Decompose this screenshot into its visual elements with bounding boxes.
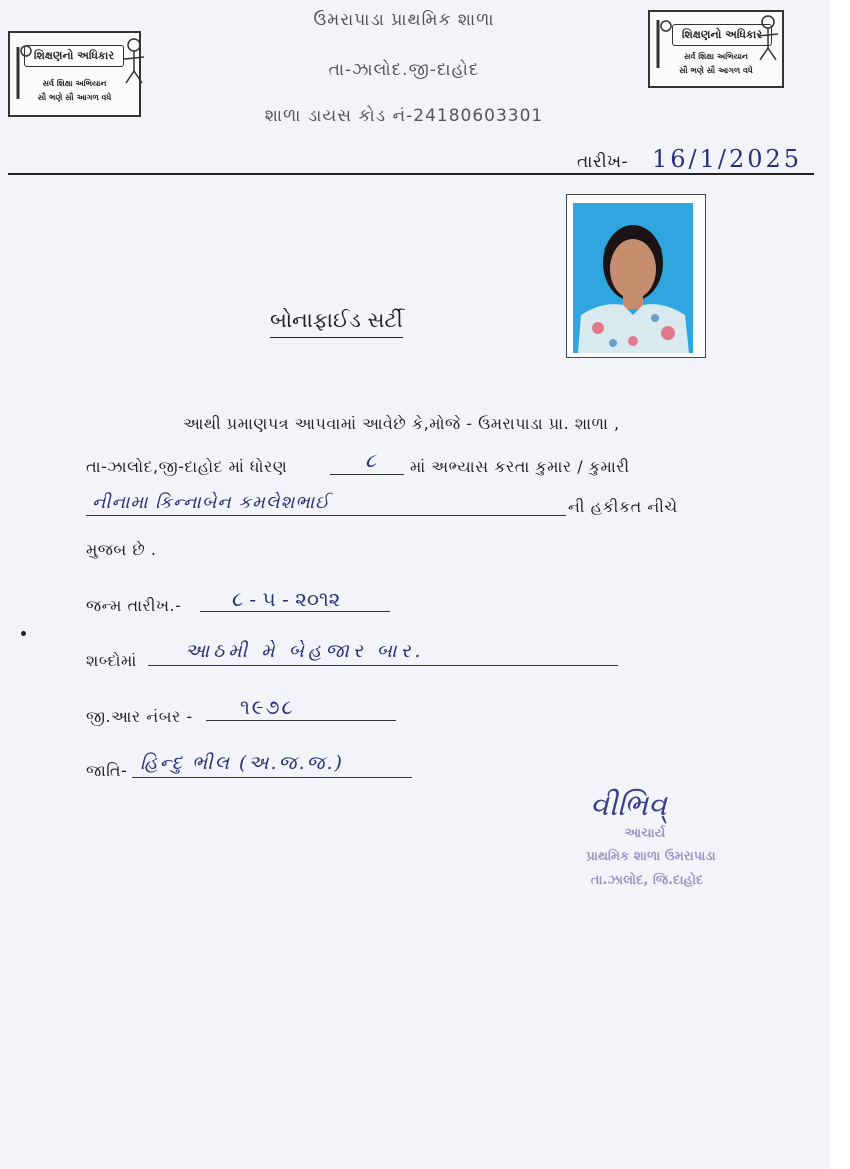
date-value: 16/1/2025 [652, 145, 803, 173]
words-label: શબ્દોમાં [86, 651, 137, 670]
body-line3-suffix: ની હકીકત નીચે [568, 497, 678, 516]
logo-badge: શિક્ષણનો અધિકાર [672, 24, 772, 46]
body-line2-suffix: માં અભ્યાસ કરતા કુમાર / કુમારી [410, 457, 630, 476]
standard-underline [330, 474, 404, 475]
principal-signature: વીભિવ્ [590, 788, 667, 823]
caste-value: હિન્દુ ભીલ (અ.જ.જ.) [140, 752, 344, 774]
logo-line2: સૌ ભણે સૌ આગળ વધે [679, 66, 753, 75]
date-label: તારીખ- [577, 152, 629, 172]
body-line2-prefix: તા-ઝાલોદ,જી-દાહોદ માં ધોરણ [86, 457, 288, 476]
logo-badge: શિક્ષણનો અધિકાર [24, 45, 124, 67]
school-address: તા-ઝાલોદ.જી-દાહોદ [328, 60, 480, 80]
dob-label: જન્મ તારીખ.- [86, 596, 182, 615]
body-line4: મુજબ છે . [86, 540, 157, 559]
dob-underline [200, 611, 390, 612]
logo-line1: સર્વ શિક્ષા અભિયાન [42, 79, 107, 88]
header-divider [8, 173, 814, 175]
student-portrait [573, 203, 693, 353]
stamp-title: આચાર્ય [624, 826, 666, 841]
stamp-line2: તા.ઝાલોદ, જિ.દાહોદ [590, 873, 704, 888]
student-name: નીનામા કિન્નાબેન કમલેશભાઈ [92, 492, 331, 513]
gr-value: ૧૯૭૮ [240, 695, 295, 719]
school-name: ઉમરાપાડા પ્રાથમિક શાળા [313, 10, 495, 30]
gr-label: જી.આર નંબર - [86, 707, 193, 726]
student-photo [566, 194, 706, 358]
gr-underline [206, 720, 396, 721]
words-underline [148, 665, 618, 666]
right-edge-shadow [830, 0, 850, 1169]
scan-dot [21, 631, 26, 636]
logo-line1: સર્વ શિક્ષા અભિયાન [684, 52, 748, 61]
student-name-underline [86, 515, 566, 516]
dise-code: શાળા ડાયસ કોડ નં-24180603301 [264, 106, 544, 126]
body-line1: આથી પ્રમાણપત્ર આપવામાં આવેછે કે,મોજે - ઉમરાપાડા પ્રા. શાળા , [183, 414, 620, 433]
standard-value: ૮ [365, 448, 376, 472]
dob-value: ૮ - ૫ - ૨૦૧૨ [232, 587, 341, 611]
right-logo [648, 10, 784, 88]
logo-line2: સૌ ભણે સૌ આગળ વધે [37, 93, 112, 102]
caste-label: જાતિ- [86, 761, 128, 780]
left-logo [8, 31, 141, 117]
certificate-title: બોનાફાઈડ સર્ટી [270, 308, 403, 338]
caste-underline [132, 777, 412, 778]
stamp-line1: પ્રાથમિક શાળા ઉમરાપાડા [586, 849, 716, 864]
words-value: આઠમી મે બેહજાર બાર. [185, 640, 425, 662]
